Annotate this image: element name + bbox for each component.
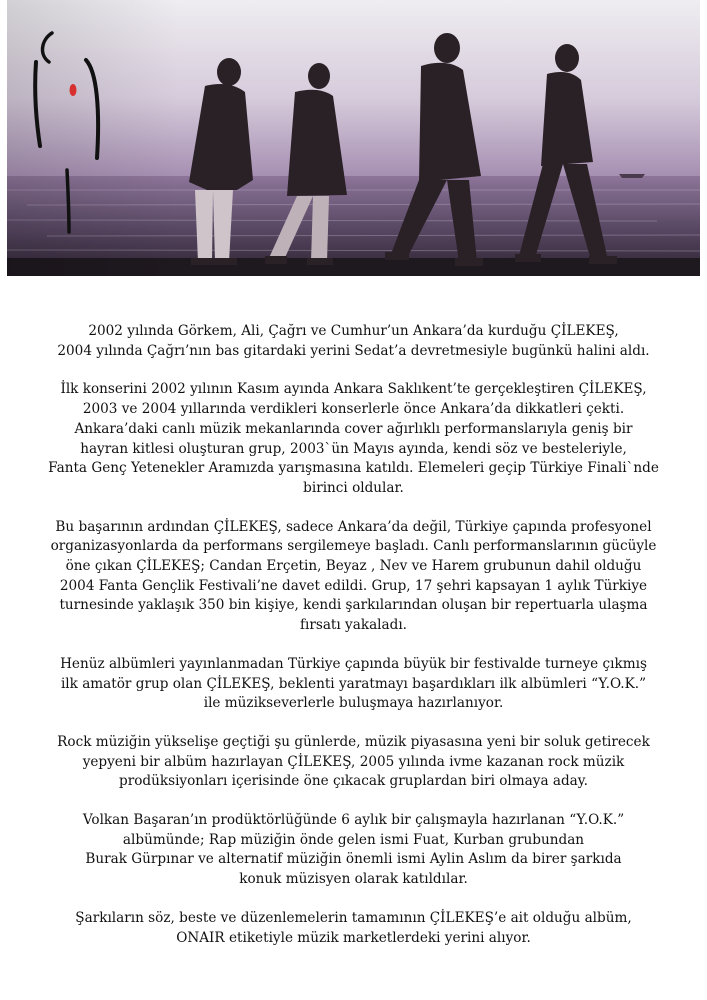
- logo-red-accent: [70, 84, 77, 96]
- band-photo: [7, 0, 700, 276]
- paragraph-guest-musicians: Volkan Başaran’ın prodüktörlüğünde 6 aylık bir çalışmayla hazırlanan “Y.O.K.” albümünde; Rap müziğin önde gelen ismi Fuat, Kurban grubundan Burak Gürpınar ve alternatif müziğin önemli ismi Aylin Aslım da birer şarkıda konuk müzisyen olarak katıldılar.: [82, 812, 625, 888]
- paragraph-founding: 2002 yılında Görkem, Ali, Çağrı ve Cumhur’un Ankara’da kurduğu ÇİLEKEŞ, 2004 yılında Çağrı’nın bas gitardaki yerini Sedat’a devretmesiyle bugünkü halini aldı.: [57, 323, 650, 359]
- paragraph-release: Şarkıların söz, beste ve düzenlemelerin tamamının ÇİLEKEŞ’e ait olduğu albüm, ONAIR etiketiyle müzik marketlerdeki yerini alıyor.: [75, 909, 632, 946]
- paragraph-first-concerts: İlk konserini 2002 yılının Kasım ayında Ankara Saklıkent’te gerçekleştiren ÇİLEKEŞ, 2003 ve 2004 yıllarında verdikleri konserlerle önce Ankara’da dikkatleri çekti. Ankara’daki canlı müzik mekanlarında cover ağırlıklı performanslarıyla geniş bir hayran kitlesi oluşturan grup, 2003`ün Mayıs ayında, kendi söz ve besteleriyle, Fanta Genç Yetenekler Aramızda yarışmasına katıldı. Elemeleri geçip Türkiye Finali`nde birinci oldular.: [48, 381, 659, 496]
- paragraph-festival-tour: Bu başarının ardından ÇİLEKEŞ, sadece Ankara’da değil, Türkiye çapında profesyonel organizasyonlarda da performans sergilemeye başladı. Canlı performanslarının gücüyle öne çıkan ÇİLEKEŞ; Candan Erçetin, Beyaz , Nev ve Harem grubunun dahil olduğu 2004 Fanta Gençlik Festivali’ne davet edildi. Grup, 17 şehri kapsayan 1 aylık Türkiye turnesinde yaklaşık 350 bin kişiye, kendi şarkılarından oluşan bir repertuarla ulaşma fırsatı yakaladı.: [50, 518, 657, 634]
- paragraph-debut-album: Henüz albümleri yayınlanmadan Türkiye çapında büyük bir festivalde turneye çıkmış ilk amatör grup olan ÇİLEKEŞ, beklenti yaratmayı başardıkları ilk albümleri “Y.O.K.” ile müzikseverlerle buluşmaya hazırlanıyor.: [60, 655, 647, 712]
- band-biography: [20, 322, 687, 967]
- band-photo-banner: [7, 0, 700, 276]
- paragraph-rock-scene: Rock müziğin yükselişe geçtiği şu günlerde, müzik piyasasına yeni bir soluk getirecek yepyeni bir albüm hazırlayan ÇİLEKEŞ, 2005 yılında ivme kazanan rock müzik prodüksiyonları içerisinde öne çıkacak gruplardan biri olmaya aday.: [57, 733, 650, 790]
